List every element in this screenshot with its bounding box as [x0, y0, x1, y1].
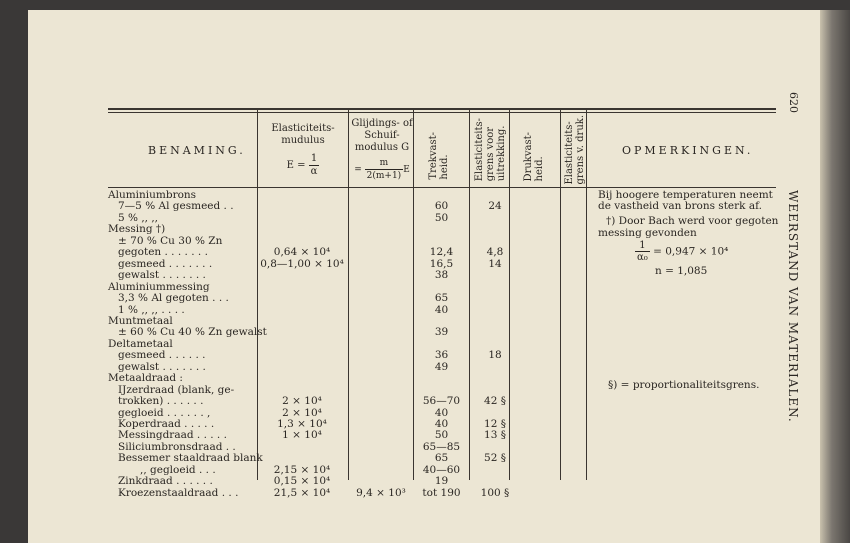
header-bottom-rule [108, 187, 776, 188]
header-elasticiteit-line1: Elasticiteits- [271, 123, 335, 134]
remark-1-line2: de vastheid van brons sterk af. [598, 200, 762, 212]
header-glijdingsmodulus [349, 118, 415, 182]
row-name: gegoten . . . . . . . [118, 246, 208, 259]
row-grens-uitrekking: 12 § [484, 418, 506, 430]
remark-2-value: = 0,947 × 10⁴ [653, 245, 729, 258]
fraction-denominator: α [310, 166, 318, 177]
row-trekvastheid: 65 [434, 452, 449, 465]
book-gutter [820, 10, 850, 543]
remark-2-n: n = 1,085 [655, 265, 708, 277]
row-elasticiteit: 1,3 × 10⁴ [277, 418, 327, 430]
row-trekvastheid: 12,4 [429, 246, 454, 259]
row-trekvastheid: 60 [434, 200, 449, 213]
row-name: 1 % ,, ,, . . . . [118, 303, 185, 316]
row-elasticiteit: 21,5 × 10⁴ [273, 486, 331, 499]
header-opmerkingen: OPMERKINGEN. [622, 144, 754, 157]
row-trekvastheid: 40—60 [422, 463, 461, 476]
row-grens-uitrekking: 24 [488, 200, 502, 213]
header-glijding-lhs: = [354, 165, 362, 175]
header-elasticiteitsgrens-druk: Elasticiteits- grens v. druk. [564, 115, 586, 185]
row-name: Kroezenstaaldraad . . . [118, 486, 239, 499]
fraction-denominator: α₀ [637, 252, 648, 263]
fraction-numerator: 1 [309, 153, 320, 166]
row-grens-uitrekking: 14 [488, 257, 502, 270]
row-name: ± 60 % Cu 40 % Zn gewalst [118, 326, 267, 339]
fraction-numerator: m [365, 157, 404, 170]
row-name: Aluminiumbrons [108, 189, 197, 201]
row-trekvastheid: 50 [434, 211, 449, 224]
row-name: Aluminiummessing [108, 280, 210, 293]
row-trekvastheid: 49 [434, 360, 449, 373]
row-grens-uitrekking: 52 § [484, 452, 506, 465]
row-name: Messing †) [108, 223, 166, 236]
header-benaming: BENAMING. [148, 144, 246, 157]
glijding-fraction [365, 157, 404, 182]
row-elasticiteit: 2 × 10⁴ [282, 406, 322, 419]
row-name: gewalst . . . . . . . [118, 269, 206, 282]
row-trekvastheid: 16,5 [429, 257, 454, 270]
row-elasticiteit: 0,15 × 10⁴ [273, 475, 331, 488]
header-trekvastheid: Trekvast- heid. [428, 132, 450, 180]
row-name: Muntmetaal [108, 314, 173, 327]
row-elasticiteit: 0,8—1,00 × 10⁴ [260, 257, 344, 270]
row-name: Messingdraad . . . . . [118, 429, 227, 442]
row-name: gesmeed . . . . . . . [118, 257, 213, 270]
table-top-rule [108, 108, 776, 110]
row-name: gewalst . . . . . . . [118, 360, 206, 373]
header-glijding-line2: Schuif- [364, 130, 400, 141]
row-grens-uitrekking: 13 § [484, 429, 506, 442]
row-name: Bessemer staaldraad blank [118, 452, 263, 465]
row-name: ,, gegloeid . . . [140, 463, 216, 476]
row-grens-uitrekking: 42 § [484, 395, 506, 408]
header-elasticiteit-line2: mudulus [281, 135, 325, 146]
row-trekvastheid: 40 [434, 418, 449, 430]
header-drukvastheid: Drukvast- heid. [523, 132, 545, 182]
row-name: Metaaldraad : [108, 372, 183, 385]
row-trekvastheid: 19 [434, 475, 449, 488]
row-name: gesmeed . . . . . . [118, 349, 206, 362]
remark-2-line2: messing gevonden [598, 227, 697, 239]
elasticiteit-fraction [309, 153, 320, 178]
table-top-rule-thin [108, 112, 776, 113]
header-elasticiteitsmodulus [258, 123, 348, 178]
row-trekvastheid: 39 [434, 326, 449, 339]
row-glijding: 9,4 × 10³ [356, 486, 406, 499]
row-trekvastheid: 40 [434, 406, 449, 419]
page-number: 620 [787, 92, 800, 113]
remark-2-formula [635, 240, 728, 263]
row-name: Koperdraad . . . . . [118, 418, 215, 430]
column-divider [560, 110, 561, 480]
row-name: IJzerdraad (blank, ge- [118, 383, 235, 396]
row-grens-uitrekking: 4,8 [486, 246, 504, 259]
header-glijding-rhs: E [403, 165, 410, 175]
row-trekvastheid: 65 [434, 292, 449, 305]
row-trekvastheid: 36 [434, 349, 449, 362]
row-grens-uitrekking: 18 [488, 349, 502, 362]
row-trekvastheid: tot 190 [422, 486, 461, 499]
row-name: 3,3 % Al gegoten . . . [118, 292, 229, 305]
row-elasticiteit: 0,64 × 10⁴ [273, 246, 331, 259]
row-elasticiteit: 1 × 10⁴ [282, 429, 322, 442]
header-glijding-line1: Glijdings- of [351, 118, 413, 129]
row-trekvastheid: 56—70 [422, 395, 461, 408]
remark-3: §) = proportionaliteitsgrens. [608, 379, 760, 391]
row-name: 7—5 % Al gesmeed . . [118, 200, 234, 213]
column-divider [586, 110, 587, 480]
header-elasticiteit-lhs: E = [286, 160, 306, 171]
row-name: Siliciumbronsdraad . . [118, 440, 236, 453]
row-name: Zinkdraad . . . . . . [118, 475, 213, 488]
remark-fraction [635, 240, 650, 263]
header-glijding-line3: modulus G [354, 142, 410, 153]
row-grens-uitrekking: 100 § [480, 486, 510, 499]
row-trekvastheid: 38 [434, 269, 449, 282]
row-name: gegloeid . . . . . . , [118, 406, 211, 419]
row-name: 5 % ,, ,, [118, 211, 159, 224]
row-name: ± 70 % Cu 30 % Zn [118, 234, 223, 247]
row-elasticiteit: 2 × 10⁴ [282, 395, 322, 408]
fraction-numerator: 1 [635, 240, 650, 252]
fraction-denominator: 2(m+1) [366, 171, 402, 181]
row-trekvastheid: 65—85 [422, 440, 461, 453]
row-elasticiteit: 2,15 × 10⁴ [273, 463, 331, 476]
row-name: Deltametaal [108, 337, 173, 350]
row-name: trokken) . . . . . . [118, 395, 204, 408]
header-elasticiteitsgrens-uitrekking: Elasticiteits- grens voor uitrekking. [474, 118, 507, 182]
running-side-title: WEERSTAND VAN MATERIALEN. [786, 190, 800, 423]
row-trekvastheid: 40 [434, 303, 449, 316]
row-trekvastheid: 50 [434, 429, 449, 442]
remark-2-line1: †) Door Bach werd voor gegoten [606, 215, 779, 227]
remark-1-line1: Bij hoogere temperaturen neemt [598, 189, 773, 201]
